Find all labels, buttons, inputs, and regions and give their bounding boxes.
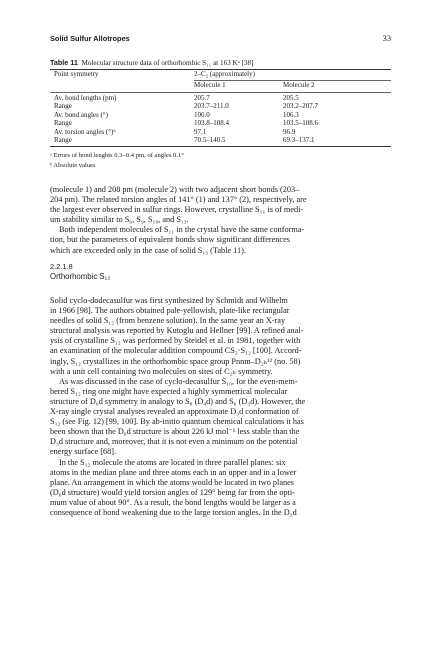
table-header-row [50,70,391,78]
row-label: Av. bond lengths (pm) [54,94,117,102]
table-footnote-a: ᵃ Errors of bond lenghts 0.3–0.4 pm, of angles 0.1° [50,152,184,159]
text-line: Solid cyclo-dodecasulfur was first synthesized by Schmidt and Wilhelm [50,296,288,305]
row-label: Av. torsion angles (°)ᵇ [54,127,116,136]
text-line: energy surface [68]. [50,447,117,457]
text-line: D₃d structure and, moreover, that it is not even a minimum on the potential [50,437,298,447]
paragraph-section-body [50,296,391,518]
row-label: Range [54,102,72,111]
header-symmetry-value: 2–C₂ (approximately) [194,70,255,78]
row-value-m2: 203.2–207.7 [283,102,318,111]
text-line: been shown that the D₆d structure is about 226 kJ mol⁻¹ less stable than the [50,427,300,437]
header-molecule-2: Molecule 2 [283,81,315,89]
table-row [50,94,391,102]
table-caption-text: Molecular structure data of orthorhombic S₁₁ at 163 Kᵃ [38] [81,59,254,67]
page-number: 33 [382,34,391,43]
table-subheader [50,81,391,89]
text-line: plane. An arrangement in which the atoms would be located in two planes [50,477,294,487]
text-line: which are exceeded only in the case of solid S₁₃ (Table 11). [50,245,246,255]
table-row [50,102,391,110]
text-line: As was discussed in the case of cyclo-decasulfur S₁₀, for the even-mem- [59,376,298,386]
row-value-m1: 70.5–140.5 [194,135,226,144]
running-header [50,34,391,46]
text-line: ingly, S₁₂ crystallizes in the orthorhombic space group Pnnm–D₂ₕ¹² (no. 58) [50,356,301,366]
text-line: ysis of crystalline S₁₂ was performed by Steidel et al. in 1981, together with [50,336,301,346]
table-label: Table 11 [50,58,78,67]
text-line: with a unit cell containing two molecules on sites of C₂ₕ symmetry. [50,366,273,376]
text-line: in 1966 [98]. The authors obtained pale-yellowish, plate-like rectangular [50,306,290,316]
text-line: S₁₂ (see Fig. 12) [99, 100]. By ab-initio quantum chemical calculations it has [50,417,304,427]
row-label: Range [54,135,72,144]
table-row [50,111,391,119]
table-footnote-b: ᵇ Absolute values [50,162,96,169]
text-line: needles of solid S₁₂ (from benzene solution). In the same year an X-ray [50,316,286,326]
table-row [50,119,391,127]
row-value-m2: 96.9 [283,127,296,136]
row-value-m1: 203.7–211.0 [194,102,229,111]
table-header [50,70,391,78]
section-title: Orthorhombic S₁₂ [50,272,111,281]
text-line: Both independent molecules of S₁₁ in the crystal have the same conforma- [59,225,305,235]
header-molecule-1: Molecule 1 [194,81,226,89]
paragraph-continuation [50,185,391,256]
row-value-m2: 106.3 [283,110,299,119]
text-line: consequence of bond weakening due to the large torsion angles. In the D₃d [50,507,297,517]
text-line: In the S₁₂ molecule the atoms are located in three parallel planes: six [59,457,286,467]
table-row [50,128,391,136]
table-subheader-row [50,81,391,89]
header-point-symmetry: Point symmetry [54,70,99,78]
row-value-m2: 69.3–137.1 [283,135,315,144]
row-label: Range [54,119,72,128]
table-header-rule [50,92,391,93]
table-caption [50,58,253,67]
row-value-m1: 106.0 [194,110,210,119]
table-bottom-rule [50,146,391,147]
text-line: the largest ever observed in sulfur rings. However, crystalline S₁₁ is of medi- [50,205,304,215]
text-line: (molecule 1) and 208 pm (molecule 2) with two adjacent short bonds (203– [50,185,300,194]
table-body [50,94,391,144]
text-line: mum value of about 90°. As a result, the bond lengths would be larger as a [50,497,296,507]
text-line: tion, but the parameters of equivalent bonds show significant differences [50,235,290,245]
row-value-m2: 205.5 [283,94,299,102]
text-line: X-ray single crystal analyses revealed an approximate D₃d conformation of [50,407,299,417]
section-number: 2.2.1.8 [50,262,73,271]
row-value-m1: 103.8–108.4 [194,119,229,128]
text-line: structural analysis was reported by Kutoglu and Hellner [99]. A refined anal- [50,326,304,336]
text-line: um stability similar to S₆, S₉, S₁₀, and S₁₃. [50,215,189,225]
row-label: Av. bond angles (°) [54,110,108,119]
table-row [50,136,391,144]
text-line: bered S₁₂ ring one might have expected a highly symmetrical molecular [50,386,288,396]
text-line: (D₆d structure) would yield torsion angles of 129° being far from the opti- [50,487,295,497]
text-line: atoms in the median plane and three atoms each in an upper and in a lower [50,467,297,477]
row-value-m1: 205.7 [194,94,210,102]
text-line: structure of D₆d symmetry in analogy to S₈ (D₄d) and S₆ (D₃d). However, the [50,396,306,406]
text-line: an examination of the molecular addition compound CS₂·S₁₂ [100]. Accord- [50,346,302,356]
row-value-m1: 97.1 [194,127,207,136]
row-value-m2: 103.5–108.6 [283,119,318,128]
running-title: Solid Sulfur Allotropes [50,34,130,43]
text-line: 204 pm). The related torsion angles of 141° (1) and 137° (2), respectively, are [50,195,307,205]
